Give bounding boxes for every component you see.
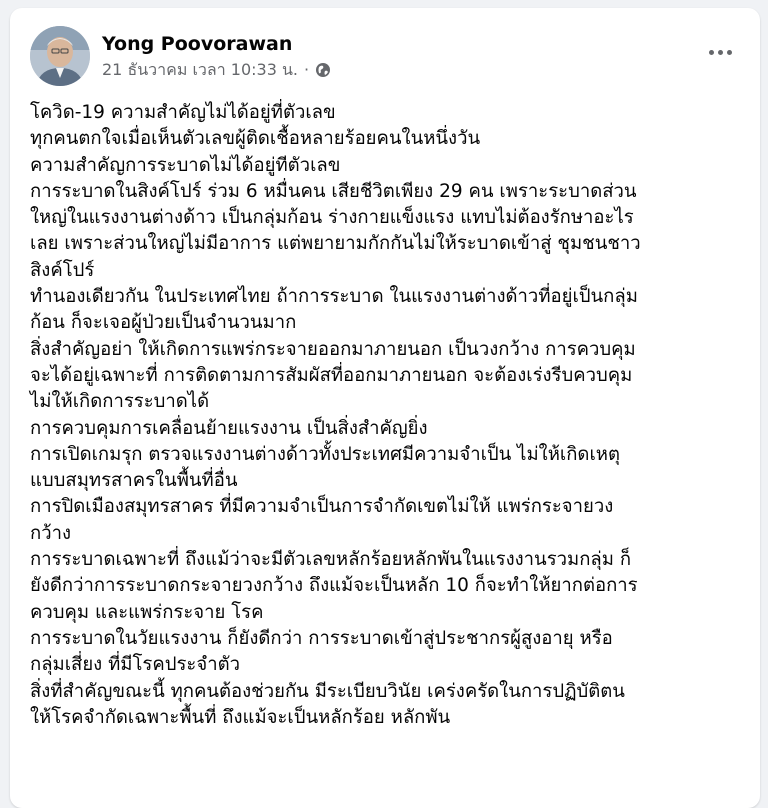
post-line: สิงค์โปร์ (30, 259, 95, 281)
post-line: การระบาดในวัยแรงงาน ก็ยังดีกว่า การระบาดเข้าสู่ประชากรผู้สูงอายุ หรือ (30, 627, 613, 649)
post-line: ไม่ให้เกิดการระบาดได้ (30, 391, 210, 413)
avatar[interactable] (30, 26, 90, 86)
post-meta (102, 32, 331, 80)
post-header (30, 26, 331, 86)
post-line: จะได้อยู่เฉพาะที่ การติดตามการสัมผัสที่ออกมาภายนอก จะต้องเร่งรีบควบคุม (30, 364, 633, 386)
post-line: โควิด-19 ความสำคัญไม่ได้อยู่ที่ตัวเลข (30, 102, 336, 123)
post-line: กลุ่มเสี่ยง ที่มีโรคประจำตัว (30, 654, 240, 676)
post-line: ทำนองเดียวกัน ในประเทศไทย ถ้าการระบาด ในแรงงานต่างด้าวที่อยู่เป็นกลุ่ม (30, 286, 638, 308)
post-line: ให้โรคจำกัดเฉพาะพื้นที่ ถึงแม้จะเป็นหลักร้อย หลักพัน (30, 706, 451, 728)
post-line: เลย เพราะส่วนใหญ่ไม่มีอาการ แต่พยายามกักกันไม่ให้ระบาดเข้าสู่ ชุมชนชาว (30, 233, 641, 255)
post-body (30, 100, 754, 731)
post-line: การระบาดเฉพาะที่ ถึงแม้ว่าจะมีตัวเลขหลักร้อยหลักพันในแรงงานรวมกลุ่ม ก็ (30, 549, 632, 571)
post-line: ทุกคนตกใจเมื่อเห็นตัวเลขผู้ติดเชื้อหลายร้อยคนในหนึ่งวัน (30, 128, 481, 150)
post-line: การเปิดเกมรุก ตรวจแรงงานต่างด้าวทั้งประเทศมีความจำเป็น ไม่ให้เกิดเหตุ (30, 443, 620, 465)
avatar-image (30, 26, 90, 86)
post-line: ยังดีกว่าการระบาดกระจายวงกว้าง ถึงแม้จะเป็นหลัก 10 ก็จะทำให้ยากต่อการ (30, 575, 638, 597)
post-line: ใหญ่ในแรงงานต่างด้าว เป็นกลุ่มก้อน ร่างกายแข็งแรง แทบไม่ต้องรักษาอะไร (30, 207, 634, 229)
post-line: แบบสมุทรสาครในพื้นที่อื่น (30, 470, 238, 492)
post-line: กว้าง (30, 522, 72, 544)
post-line: การปิดเมืองสมุทรสาคร ที่มีความจำเป็นการจำกัดเขตไม่ให้ แพร่กระจายวง (30, 496, 614, 518)
post-line: ก้อน ก็จะเจอผู้ป่วยเป็นจำนวนมาก (30, 312, 297, 334)
more-options-icon-dot (727, 50, 732, 55)
post-card (10, 8, 760, 808)
post-line: สิ่งที่สำคัญขณะนี้ ทุกคนต้องช่วยกัน มีระเบียบวินัย เคร่งครัดในการปฏิบัติตน (30, 680, 625, 702)
post-line: ควบคุม และแพร่กระจาย โรค (30, 601, 264, 623)
post-line: ความสำคัญการระบาดไม่ได้อยู่ทีตัวเลข (30, 154, 341, 176)
more-options-button[interactable] (702, 34, 738, 70)
post-line: สิ่งสำคัญอย่า ให้เกิดการแพร่กระจายออกมาภายนอก เป็นวงกว้าง การควบคุม (30, 338, 636, 360)
separator-dot: · (304, 60, 310, 79)
author-name[interactable]: Yong Poovorawan (102, 33, 293, 55)
more-options-icon (709, 50, 714, 55)
globe-icon[interactable] (315, 62, 331, 78)
more-options-icon-dot (718, 50, 723, 55)
post-subline (102, 60, 331, 80)
post-timestamp[interactable]: 21 ธันวาคม เวลา 10:33 น. (102, 60, 298, 79)
post-line: การระบาดในสิงค์โปร์ ร่วม 6 หมื่นคน เสียชีวิตเพียง 29 คน เพราะระบาดส่วน (30, 180, 637, 202)
post-line: การควบคุมการเคลื่อนย้ายแรงงาน เป็นสิ่งสำคัญยิ่ง (30, 417, 428, 439)
